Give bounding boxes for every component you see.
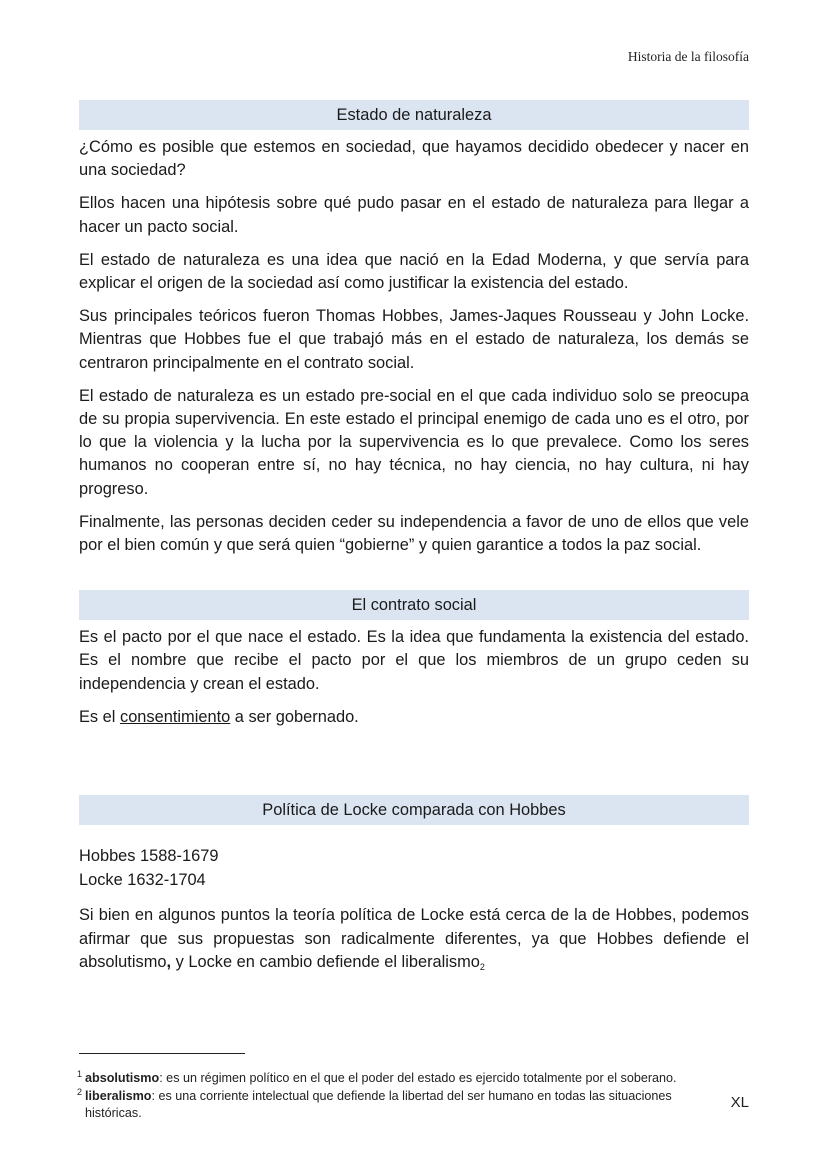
footnote-separator	[79, 1053, 245, 1054]
underlined-term: consentimiento	[120, 707, 231, 726]
section-heading: Política de Locke comparada con Hobbes	[79, 795, 749, 825]
running-header: Historia de la filosofía	[627, 49, 749, 64]
dates-list	[79, 845, 749, 892]
paragraph: Ellos hacen una hipótesis sobre qué pudo pasar en el estado de naturaleza para llegar a hacer un pacto social.	[79, 194, 749, 236]
footnote-term: liberalismo	[85, 1088, 152, 1103]
date-line: Hobbes 1588-1679	[79, 847, 219, 866]
footnote-ref-2: 2	[479, 961, 485, 972]
footnote-number: 1	[77, 1069, 83, 1079]
footnote-text: : es una corriente intelectual que defiende la libertad del ser humano en todas las situaciones históricas.	[85, 1088, 672, 1120]
page-number: XL	[730, 1094, 749, 1111]
consent-text-before: Es el	[79, 707, 120, 726]
paragraph: Es el pacto por el que nace el estado. Es la idea que fundamenta la existencia del estado. Es el nombre que recibe el pacto por el que los miembros de un grupo ceden su independencia y crean el estado.	[79, 628, 749, 693]
section-contrato-social	[79, 590, 749, 729]
footnote	[79, 1088, 679, 1123]
paragraph: ¿Cómo es posible que estemos en sociedad, que hayamos decidido obedecer y nacer en una sociedad?	[79, 138, 749, 180]
page-body	[79, 100, 749, 974]
consent-text-after: a ser gobernado.	[230, 707, 359, 726]
paragraph: El estado de naturaleza es un estado pre-social en el que cada individuo solo se preocupa de su propia supervivencia. En este estado el principal enemigo de cada uno es el otro, por lo que la violencia y la lucha por la supervivencia es lo que prevalece. Como los seres humanos no cooperan entre sí, no hay técnica, no hay ciencia, no hay cultura, ni hay progreso.	[79, 386, 749, 498]
comparison-text-a: Si bien en algunos puntos la teoría política de Locke está cerca de la de Hobbes, podemos afirmar que sus propuestas son radicalmente diferentes, ya que Hobbes defiende el absolutismo	[79, 906, 749, 971]
comparison-paragraph	[79, 904, 749, 974]
paragraph: Finalmente, las personas deciden ceder su independencia a favor de uno de ellos que vele por el bien común y que será quien “gobierne” y quien garantice a todos la paz social.	[79, 512, 749, 555]
section-heading: Estado de naturaleza	[79, 100, 749, 130]
section-heading: El contrato social	[79, 590, 749, 620]
paragraph: Sus principales teóricos fueron Thomas Hobbes, James-Jaques Rousseau y John Locke. Mientras que Hobbes fue el que trabajó más en el estado de naturaleza, los demás se centraron principalmente en el contrato social.	[79, 307, 749, 372]
footnote	[79, 1070, 679, 1088]
footnote-term: absolutismo	[85, 1071, 160, 1085]
footnote-ref-1: ,	[166, 952, 172, 971]
comparison-text-b: y Locke en cambio defiende el liberalismo	[171, 952, 480, 971]
footnotes	[79, 1070, 679, 1123]
date-line: Locke 1632-1704	[79, 871, 206, 890]
consent-paragraph	[79, 706, 749, 729]
section-estado-de-naturaleza	[79, 100, 749, 557]
paragraph: El estado de naturaleza es una idea que nació en la Edad Moderna, y que servía para explicar el origen de la sociedad así como justificar la existencia del estado.	[79, 250, 749, 293]
footnote-text: : es un régimen político en el que el poder del estado es ejercido totalmente por el soberano.	[159, 1071, 677, 1085]
section-locke-hobbes	[79, 795, 749, 974]
footnote-number: 2	[77, 1086, 83, 1097]
